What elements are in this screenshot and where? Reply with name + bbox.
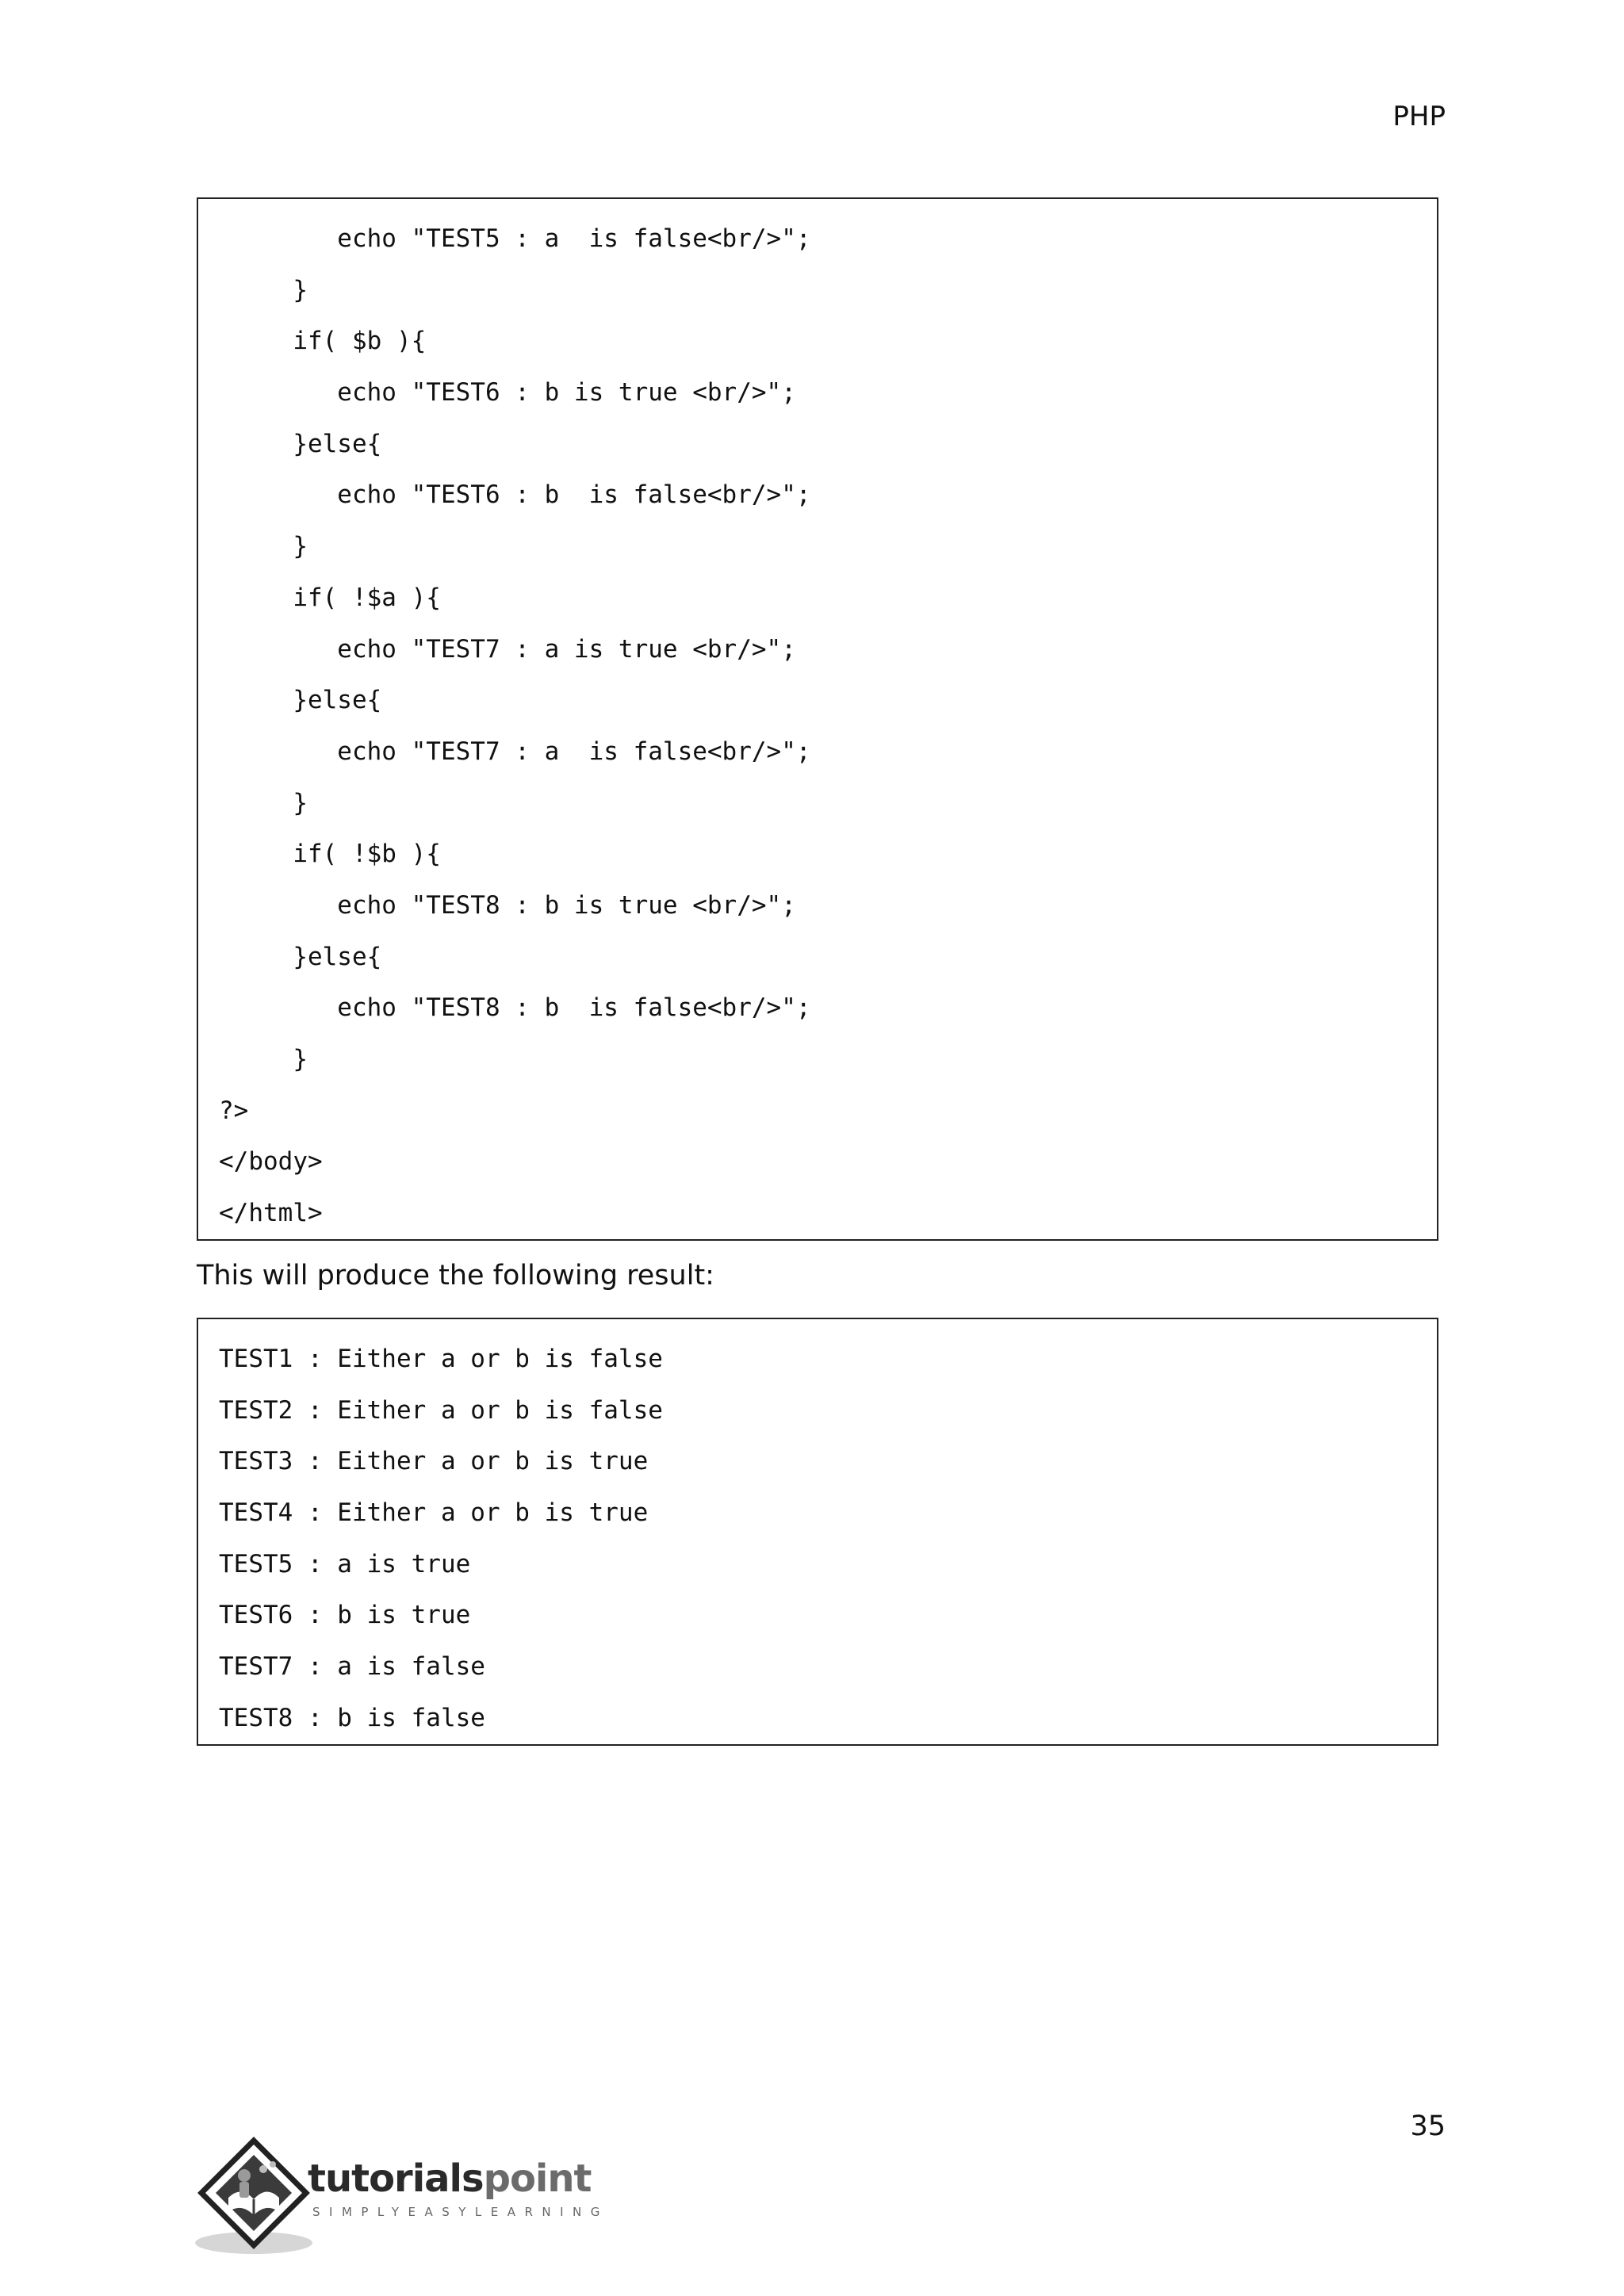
code-line: TEST6 : b is true	[219, 1601, 471, 1630]
code-line: if( !$b ){	[219, 840, 441, 869]
code-line: </body>	[219, 1147, 323, 1177]
code-line: TEST1 : Either a or b is false	[219, 1345, 663, 1373]
source-code-box	[197, 197, 1438, 1241]
code-line: echo "TEST5 : a is false<br/>";	[219, 224, 811, 253]
logo-tagline: SIMPLYEASYLEARNING	[312, 2205, 609, 2219]
code-line: }	[219, 532, 308, 561]
output-lines	[219, 1334, 1421, 1744]
code-line: TEST5 : a is true	[219, 1549, 471, 1578]
code-line: if( !$a ){	[219, 583, 441, 612]
code-line: TEST8 : b is false	[219, 1703, 485, 1732]
code-line: TEST4 : Either a or b is true	[219, 1498, 649, 1528]
tutorialspoint-diamond-logo-icon	[195, 2134, 314, 2261]
code-line: echo "TEST8 : b is false<br/>";	[219, 993, 811, 1023]
code-line: }	[219, 275, 308, 304]
result-intro-text: This will produce the following result:	[197, 1260, 714, 1292]
code-line: echo "TEST6 : b is true <br/>";	[219, 378, 796, 408]
code-line: ?>	[219, 1096, 249, 1125]
code-line: }	[219, 788, 308, 817]
tutorialspoint-logo	[195, 2134, 607, 2261]
code-line: TEST2 : Either a or b is false	[219, 1395, 663, 1425]
code-line: echo "TEST7 : a is false<br/>";	[219, 737, 811, 766]
code-line: echo "TEST6 : b is false<br/>";	[219, 480, 811, 510]
logo-word-accent: point	[483, 2156, 592, 2201]
code-line: }else{	[219, 942, 382, 971]
page-header-title: PHP	[1392, 101, 1446, 132]
page-number: 35	[1410, 2110, 1446, 2142]
logo-wordmark	[308, 2156, 591, 2201]
code-line: }	[219, 1045, 308, 1073]
logo-word-main: tutorials	[308, 2156, 484, 2201]
code-line: }else{	[219, 686, 382, 715]
code-line: echo "TEST7 : a is true <br/>";	[219, 634, 796, 664]
output-box	[197, 1318, 1438, 1746]
code-line: </html>	[219, 1199, 323, 1228]
code-line: if( $b ){	[219, 327, 427, 356]
code-line: }else{	[219, 429, 382, 458]
source-code-lines	[219, 213, 1421, 1239]
code-line: TEST7 : a is false	[219, 1652, 485, 1682]
code-line: TEST3 : Either a or b is true	[219, 1447, 649, 1476]
code-line: echo "TEST8 : b is true <br/>";	[219, 890, 796, 920]
